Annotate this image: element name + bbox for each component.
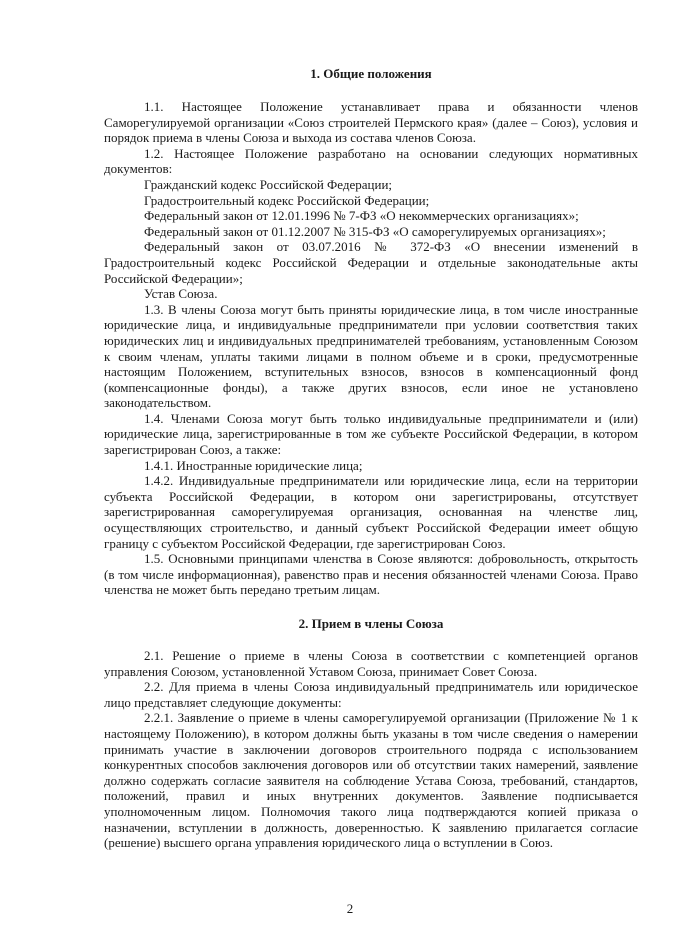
doc-law-315fz: Федеральный закон от 01.12.2007 № 315-ФЗ «О саморегулируемых организациях»;	[144, 223, 606, 239]
paragraph-1-2: 1.2. Настоящее Положение разработано на основании следующих нормативных документов:	[104, 145, 638, 177]
paragraph-2-2: 2.2. Для приема в члены Союза индивидуальный предприниматель или юридическое лицо представляет следующие документы:	[104, 679, 638, 710]
doc-law-372fz: Федеральный закон от 03.07.2016 № 372-ФЗ «О внесении изменений в Градостроительный кодекс Российской Федерации и отдельные законодательные акты Российской Федерации»;	[104, 239, 638, 286]
doc-charter: Устав Союза.	[144, 286, 218, 302]
section-1-title: 1. Общие положения	[310, 66, 432, 81]
paragraph-1-4-1: 1.4.1. Иностранные юридические лица;	[144, 457, 363, 473]
doc-urban-code: Градостроительный кодекс Российской Федерации;	[144, 192, 430, 208]
paragraph-1-4: 1.4. Членами Союза могут быть только индивидуальные предприниматели и (или) юридические лица, зарегистрированные в том же субъекте Российской Федерации, в котором зарегистрирован Союз, а также:	[104, 410, 638, 458]
section-2-title: 2. Прием в члены Союза	[298, 616, 444, 631]
paragraph-2-2-1: 2.2.1. Заявление о приеме в члены саморегулируемой организации (Приложение № 1 к настоящему Положению), в котором должны быть указаны в том числе сведения о намерении принимать участие в заключении договоров строительного подряда с использованием конкурентных способов заключения договоров или об отсутствии таких намерений, заявление должно содержать согласие заявителя на соблюдение Устава Союза, требований, стандартов, положений, правил и иных внутренних документов. Заявление подписывается уполномоченным лицом. Полномочия такого лица подтверждаются копией приказа о назначении, вступлении в должность, доверенностью. К заявлению прилагается согласие (решение) высшего органа управления юридического лица о вступлении в Союз.	[104, 710, 638, 851]
paragraph-1-5: 1.5. Основными принципами членства в Союзе являются: добровольность, открытость (в том числе информационная), равенство прав и несения обязанностей членами Союза. Право членства не может быть передано третьим лицам.	[104, 551, 638, 598]
doc-civil-code: Гражданский кодекс Российской Федерации;	[144, 176, 393, 192]
paragraph-2-1: 2.1. Решение о приеме в члены Союза в соответствии с компетенцией органов управления Союзом, установленной Уставом Союза, принимает Совет Союза.	[104, 648, 638, 679]
document-body	[104, 66, 638, 851]
paragraph-1-1: 1.1. Настоящее Положение устанавливает права и обязанности членов Саморегулируемой организации «Союз строителей Пермского края» (далее – Союз), условия и порядок приема в члены Союза и выхода из состава членов Союза.	[104, 99, 638, 146]
doc-law-7fz: Федеральный закон от 12.01.1996 № 7-ФЗ «О некоммерческих организациях»;	[144, 208, 579, 224]
page-number: 2	[346, 901, 354, 916]
paragraph-1-4-2: 1.4.2. Индивидуальные предприниматели или юридические лица, если на территории субъекта Российской Федерации, в котором они зарегистрированы, отсутствует зарегистрированная саморегулируемая организация, основанная на членстве лиц, осуществляющих строительство, и данный субъект Российской Федерации имеет общую границу с субъектом Российской Федерации, где зарегистрирован Союз.	[104, 473, 638, 551]
paragraph-1-3: 1.3. В члены Союза могут быть приняты юридические лица, в том числе иностранные юридические лица, и индивидуальные предприниматели при условии соответствия таких юридических лиц и индивидуальных предпринимателей требованиям, установленным Союзом к своим членам, уплаты такими лицами в полном объеме и в сроки, предусмотренные настоящим Положением, вступительных взносов, взносов в компенсационный фонд (компенсационные фонды), а также других взносов, если иное не установлено законодательством.	[104, 301, 638, 411]
